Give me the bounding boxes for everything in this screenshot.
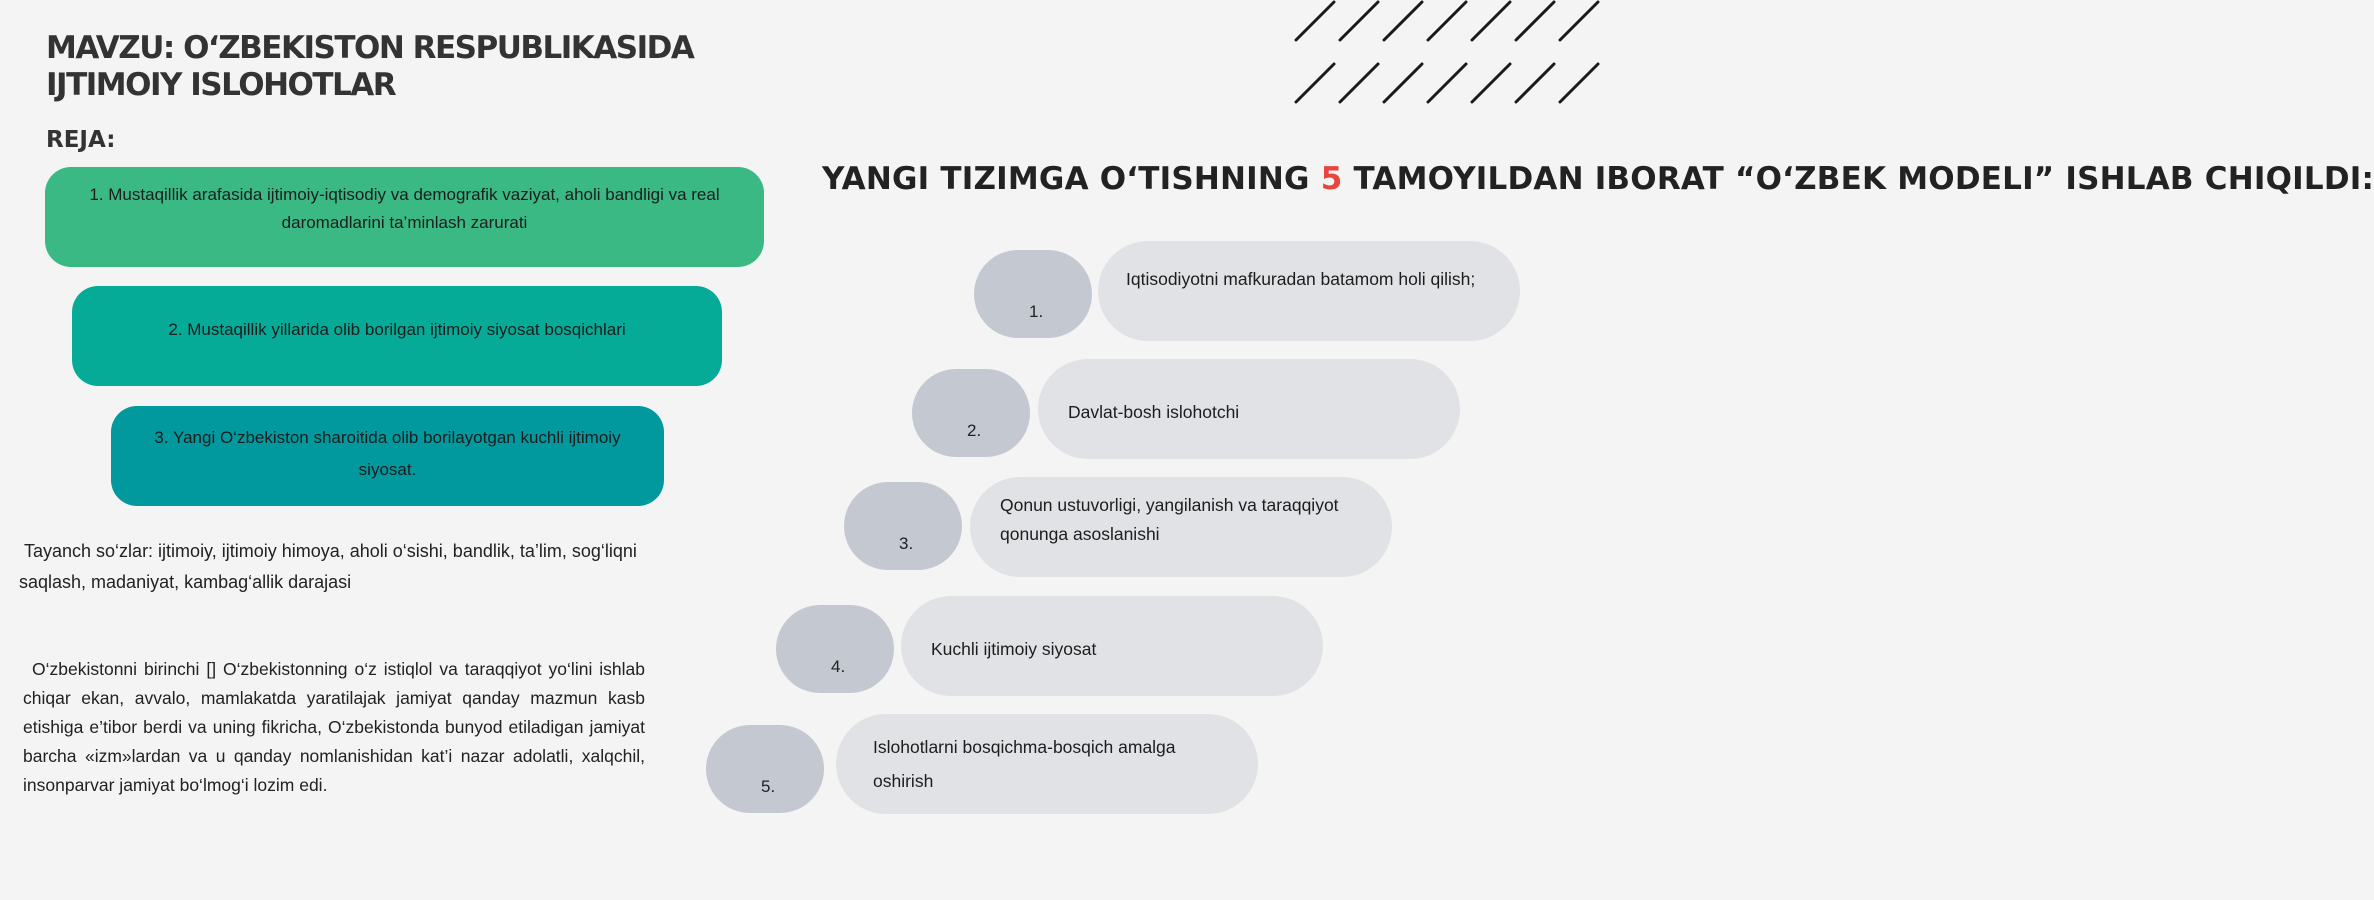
model-heading-part-1: YANGI TIZIMGA O‘TISHNING <box>822 161 1321 197</box>
principle-3-number: 3. <box>899 534 914 553</box>
stripe <box>1472 64 1510 102</box>
plan-item-3 <box>111 406 664 506</box>
model-heading <box>822 153 2374 205</box>
plan-item-3-text: 3. Yangi O‘zbekiston sharoitida olib borilayotgan kuchli ijtimoiy siyosat. <box>154 428 621 479</box>
diagonal-stripes-decoration <box>1290 0 1600 110</box>
stripe <box>1340 2 1378 40</box>
principle-5-number-pill <box>706 725 824 813</box>
stripe <box>1560 2 1598 40</box>
principle-1-number: 1. <box>1029 302 1044 321</box>
principle-4-text: Kuchli ijtimoiy siyosat <box>931 639 1097 659</box>
stripe <box>1428 2 1466 40</box>
plan-item-2 <box>72 286 722 386</box>
model-heading-number: 5 <box>1320 161 1343 197</box>
slide-title: MAVZU: O‘ZBEKISTON RESPUBLIKASIDA IJTIMOIY ISLOHOTLAR <box>46 30 694 103</box>
principle-4-number-pill <box>776 605 894 693</box>
stripe <box>1384 64 1422 102</box>
plan-heading: REJA: <box>46 127 116 153</box>
stripe <box>1516 64 1554 102</box>
principle-3-number-pill <box>844 482 962 570</box>
keywords-text: Tayanch so‘zlar: ijtimoiy, ijtimoiy himoya, aholi o‘sishi, bandlik, ta’lim, sog‘liqni saqlash, madaniyat, kambag‘allik darajasi <box>19 541 637 592</box>
stripe <box>1472 2 1510 40</box>
principle-1-text: Iqtisodiyotni mafkuradan batamom holi qilish; <box>1126 269 1476 289</box>
principle-4-text-pill <box>901 596 1323 696</box>
principle-3-text-pill <box>970 477 1392 577</box>
plan-item-1-text: 1. Mustaqillik arafasida ijtimoiy-iqtisodiy va demografik vaziyat, aholi bandligi va real daromadlarini ta’minlash zarurati <box>89 185 720 232</box>
stripe <box>1516 2 1554 40</box>
principle-1-number-pill <box>974 250 1092 338</box>
principle-3-text: Qonun ustuvorligi, yangilanish va taraqqiyot qonunga asoslanishi <box>1000 495 1339 544</box>
principle-5-text-pill <box>836 714 1258 814</box>
stripe <box>1296 64 1334 102</box>
principle-2-text: Davlat-bosh islohotchi <box>1068 402 1240 422</box>
principle-5-text: Islohotlarni bosqichma-bosqich amalga oshirish <box>873 737 1176 791</box>
body-paragraph: O‘zbekistonni birinchi [] O‘zbekistonning o‘z istiqlol va taraqqiyot yo‘lini ishlab chiqar ekan, avvalo, mamlakatda yaratilajak jamiyat qanday mazmun kasb etishiga e’tibor berdi va uning fikricha, O‘zbekistonda bunyod etiladigan jamiyat barcha «izm»lardan va u qanday nomlanishidan kat’i nazar adolatli, xalqchil, insonparvar jamiyat bo‘lmog‘i lozim edi. <box>23 659 645 795</box>
principle-2-text-pill <box>1038 359 1460 459</box>
stripe <box>1340 64 1378 102</box>
model-heading-part-2: TAMOYILDAN IBORAT “O‘ZBEK MODELI” ISHLAB CHIQILDI: <box>1342 161 2374 197</box>
principle-2-number: 2. <box>967 421 982 440</box>
stripe <box>1560 64 1598 102</box>
principle-4-number: 4. <box>831 657 846 676</box>
principle-1-text-pill <box>1098 241 1520 341</box>
stripe <box>1428 64 1466 102</box>
plan-item-1 <box>45 167 764 267</box>
stripe <box>1296 2 1334 40</box>
stripe <box>1384 2 1422 40</box>
principle-2-number-pill <box>912 369 1030 457</box>
principle-5-number: 5. <box>761 777 776 796</box>
plan-item-2-text: 2. Mustaqillik yillarida olib borilgan ijtimoiy siyosat bosqichlari <box>168 320 626 339</box>
